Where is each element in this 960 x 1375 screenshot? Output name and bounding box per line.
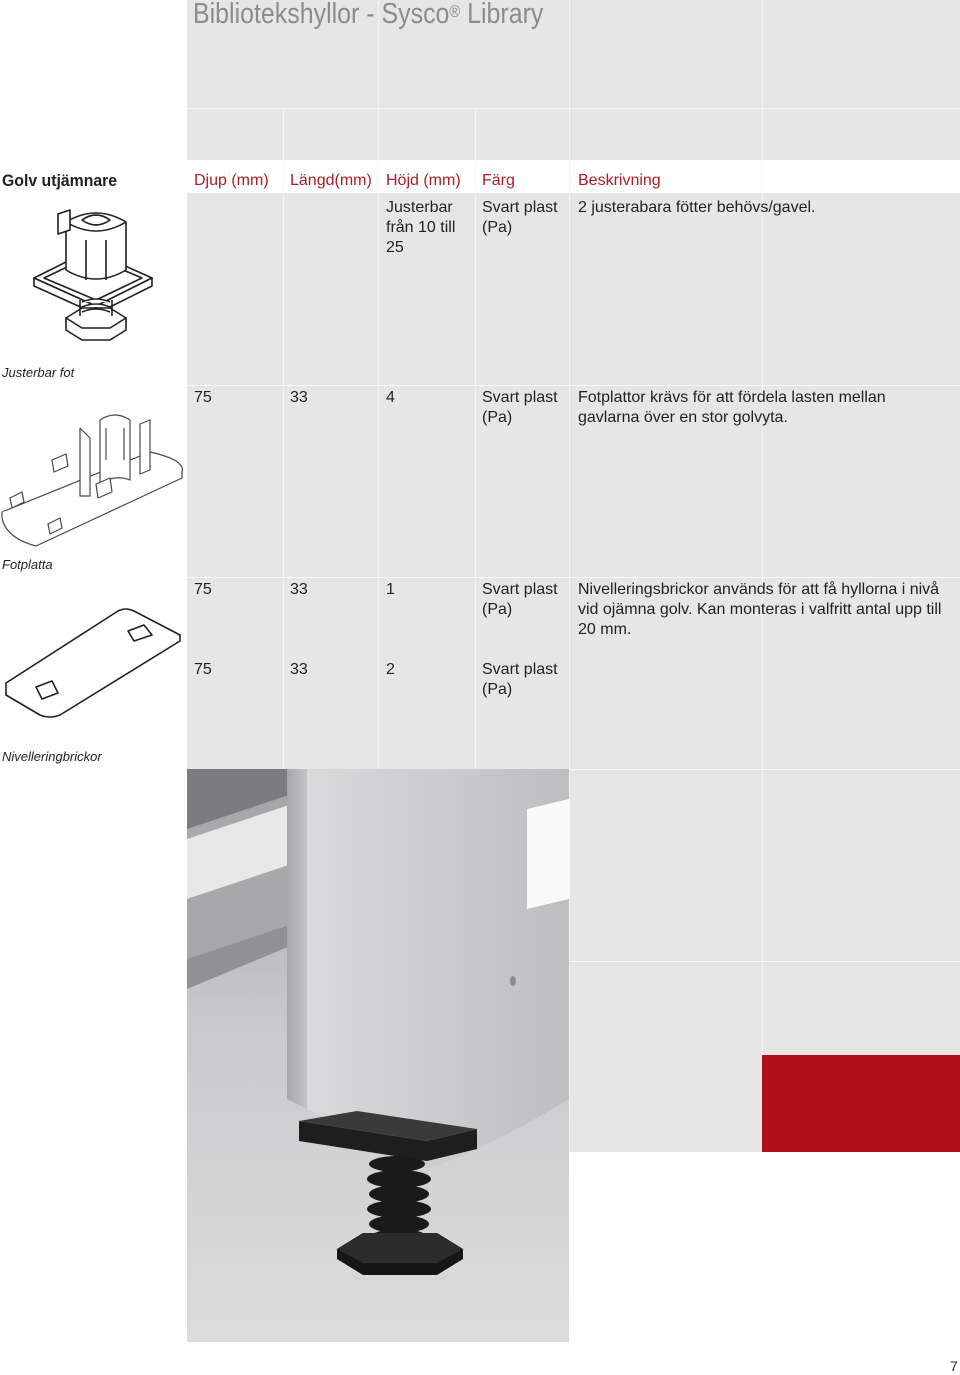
row1-beskrivning: 2 justerabara fötter behövs/gavel. [578,199,816,216]
caption-nivelleringbrickor: Nivelleringbrickor [2,749,102,764]
row2-djup: 75 [194,389,212,406]
row3-beskrivning: Nivelleringsbrickor används för att få hyllorna i nivå vid ojämna golv. Kan monteras i valfritt antal upp till 20 mm. [578,581,942,638]
column-header-djup: Djup (mm) [194,172,269,189]
row4-langd: 33 [290,661,308,678]
foot-plate-drawing-icon [0,400,190,550]
page-number: 7 [950,1358,958,1374]
row2-beskrivning: Fotplattor krävs för att fördela lasten mellan gavlarna över en stor golvyta. [578,389,886,426]
column-header-langd: Längd(mm) [290,172,372,189]
grid-line [762,0,763,1152]
adjustable-foot-drawing-icon [30,200,170,360]
row1-hojd: Justerbar från 10 till 25 [386,199,456,256]
row3-langd: 33 [290,581,308,598]
column-header-hojd: Höjd (mm) [386,172,461,189]
caption-fotplatta: Fotplatta [2,557,53,572]
row4-djup: 75 [194,661,212,678]
caption-justerbar-fot: Justerbar fot [2,365,75,380]
desc-gray-panel [569,193,960,769]
column-header-farg: Färg [482,172,515,189]
grid-line [569,961,960,962]
column-header-beskrivning: Beskrivning [578,172,661,189]
row4-hojd: 2 [386,661,395,678]
grid-line [283,108,284,769]
grid-line [475,108,476,769]
shelf-leg-photo-icon [187,769,569,1342]
leveling-shim-drawing-icon [0,605,190,720]
page-title: Bibliotekshyllor - Sysco® Library [193,0,544,30]
grid-line [187,385,960,386]
row1-farg: Svart plast (Pa) [482,199,558,236]
row3-farg: Svart plast (Pa) [482,581,558,618]
section-title: Golv utjämnare [2,171,118,190]
grid-line [569,0,570,1152]
row3-djup: 75 [194,581,212,598]
row2-langd: 33 [290,389,308,406]
grid-line [187,108,960,109]
grid-line [187,577,960,578]
row3-hojd: 1 [386,581,395,598]
row4-farg: Svart plast (Pa) [482,661,558,698]
row2-hojd: 4 [386,389,395,406]
row2-farg: Svart plast (Pa) [482,389,558,426]
red-accent-block [762,1055,960,1152]
